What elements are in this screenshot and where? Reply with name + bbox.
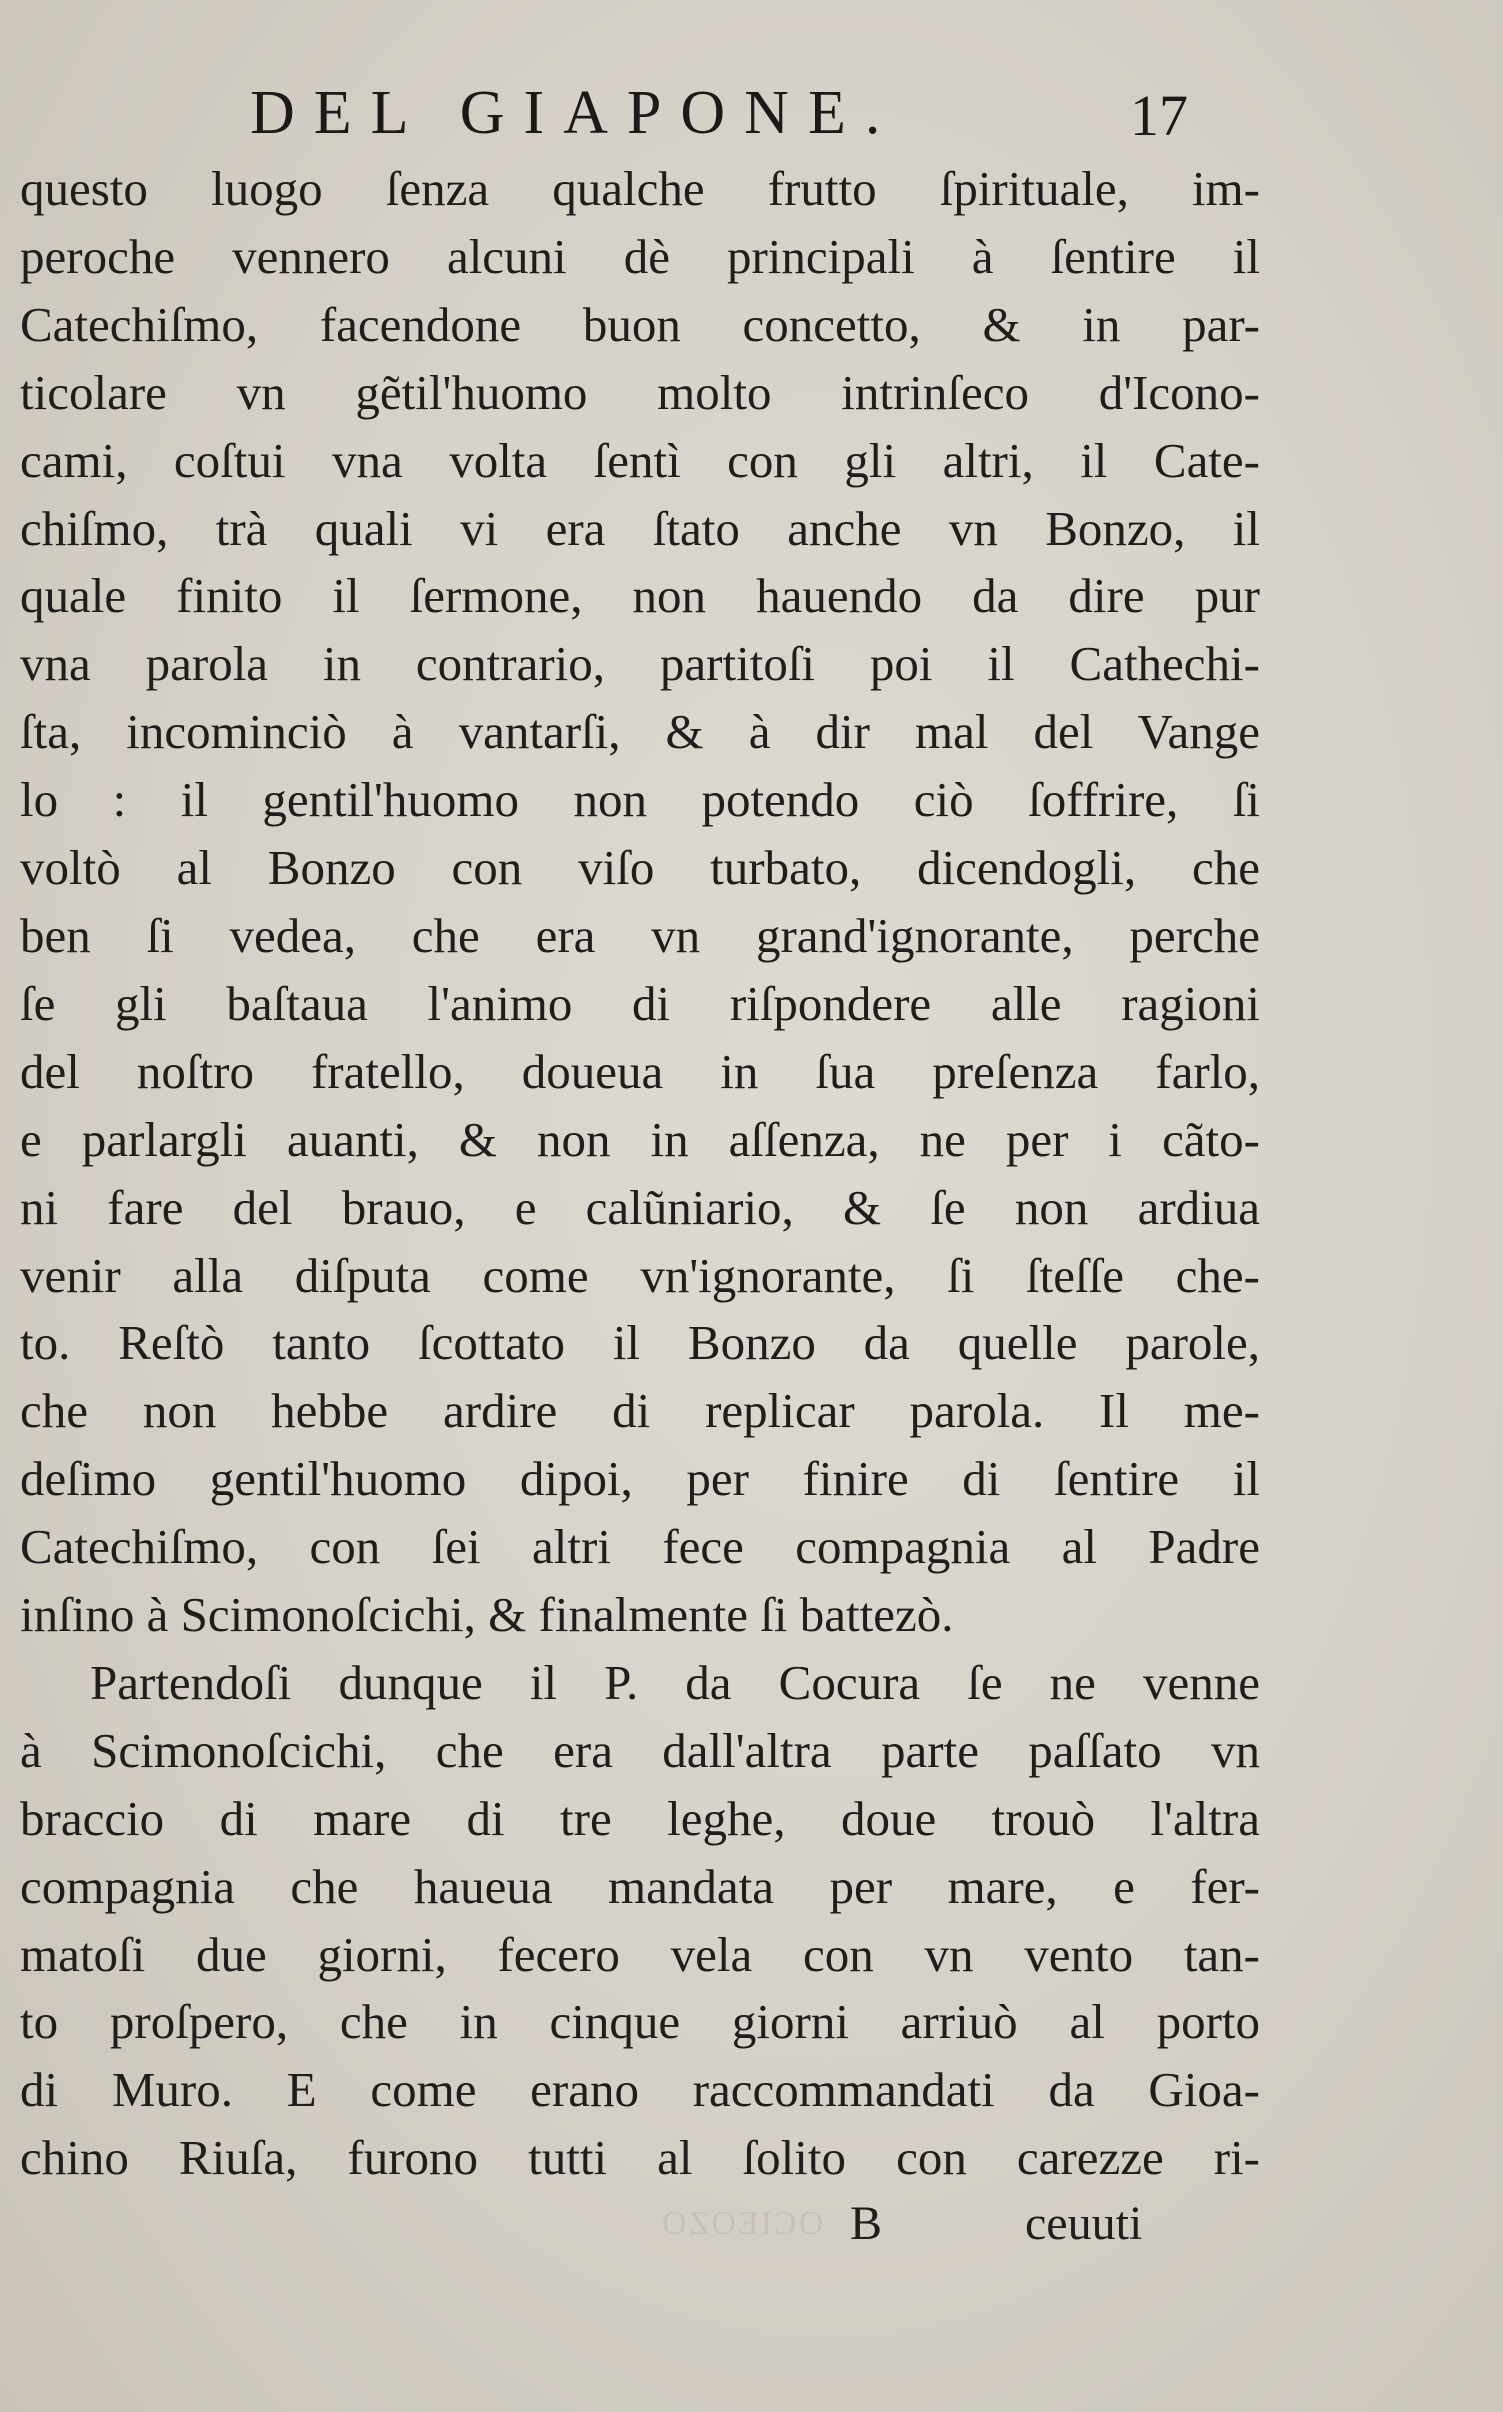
text-line: compagnia che haueua mandata per mare, e fer- xyxy=(20,1858,1260,1914)
text-line: ticolare vn gẽtil'huomo molto intrinſeco d'Icono- xyxy=(20,364,1260,420)
text-line: cami, coſtui vna volta ſentì con gli altri, il Cate- xyxy=(20,432,1260,488)
text-line: to proſpero, che in cinque giorni arriuò al porto xyxy=(20,1994,1260,2050)
text-line: che non hebbe ardire di replicar parola. Il me- xyxy=(20,1383,1260,1439)
text-line: à Scimonoſcichi, che era dall'altra parte paſſato vn xyxy=(20,1722,1260,1778)
catchword: ceuuti xyxy=(1025,2197,1143,2250)
text-line: vna parola in contrario, partitoſi poi il Cathechi- xyxy=(20,636,1260,692)
text-line: ſe gli baſtaua l'animo di riſpondere alle ragioni xyxy=(20,975,1260,1031)
text-line: chiſmo, trà quali vi era ſtato anche vn Bonzo, il xyxy=(20,500,1260,556)
text-line: questo luogo ſenza qualche frutto ſpirituale, im- xyxy=(20,161,1260,216)
text-line: del noſtro fratello, doueua in ſua preſenza farlo, xyxy=(20,1043,1260,1099)
text-line: ben ſi vedea, che era vn grand'ignorante, perche xyxy=(20,907,1260,963)
text-line: deſimo gentil'huomo dipoi, per finire di ſentire il xyxy=(20,1451,1260,1507)
text-line: lo : il gentil'huomo non potendo ciò ſoffrire, ſi xyxy=(20,772,1260,828)
text-line: inſino à Scimonoſcichi, & finalmente ſi battezò. xyxy=(20,1587,954,1643)
signature-mark: B xyxy=(850,2197,883,2250)
running-head: DEL GIAPONE. xyxy=(250,79,900,147)
text-line: to. Reſtò tanto ſcottato il Bonzo da quelle parole, xyxy=(20,1315,1260,1371)
text-line: Catechiſmo, con ſei altri fece compagnia al Padre xyxy=(20,1519,1260,1575)
text-line: e parlargli auanti, & non in aſſenza, ne per i cãto- xyxy=(20,1111,1260,1167)
page-header xyxy=(250,78,1250,158)
text-line: ni fare del brauo, e calũniario, & ſe non ardiua xyxy=(20,1179,1260,1235)
text-line: Partendoſi dunque il P. da Cocura ſe ne venne xyxy=(90,1654,1260,1710)
text-line: di Muro. E come erano raccommandati da Gioa- xyxy=(20,2062,1260,2118)
body-text xyxy=(20,155,1260,2192)
text-line: voltò al Bonzo con viſo turbato, dicendogli, che xyxy=(20,840,1260,896)
text-line: Catechiſmo, facendone buon concetto, & in par- xyxy=(20,296,1260,352)
text-line: chino Riuſa, furono tutti al ſolito con carezze ri- xyxy=(20,2130,1260,2186)
bleed-through-text: OCIEOZO xyxy=(660,2205,824,2242)
text-line: quale finito il ſermone, non hauendo da dire pur xyxy=(20,568,1260,624)
page-footer xyxy=(0,2196,1503,2266)
text-line: ſta, incominciò à vantarſi, & à dir mal del Vange xyxy=(20,704,1260,760)
text-line: braccio di mare di tre leghe, doue trouò l'altra xyxy=(20,1790,1260,1846)
text-line: peroche vennero alcuni dè principali à ſentire il xyxy=(20,228,1260,284)
page-number: 17 xyxy=(1130,83,1188,148)
text-line: matoſi due giorni, fecero vela con vn vento tan- xyxy=(20,1926,1260,1982)
text-line: venir alla diſputa come vn'ignorante, ſi ſteſſe che- xyxy=(20,1247,1260,1303)
